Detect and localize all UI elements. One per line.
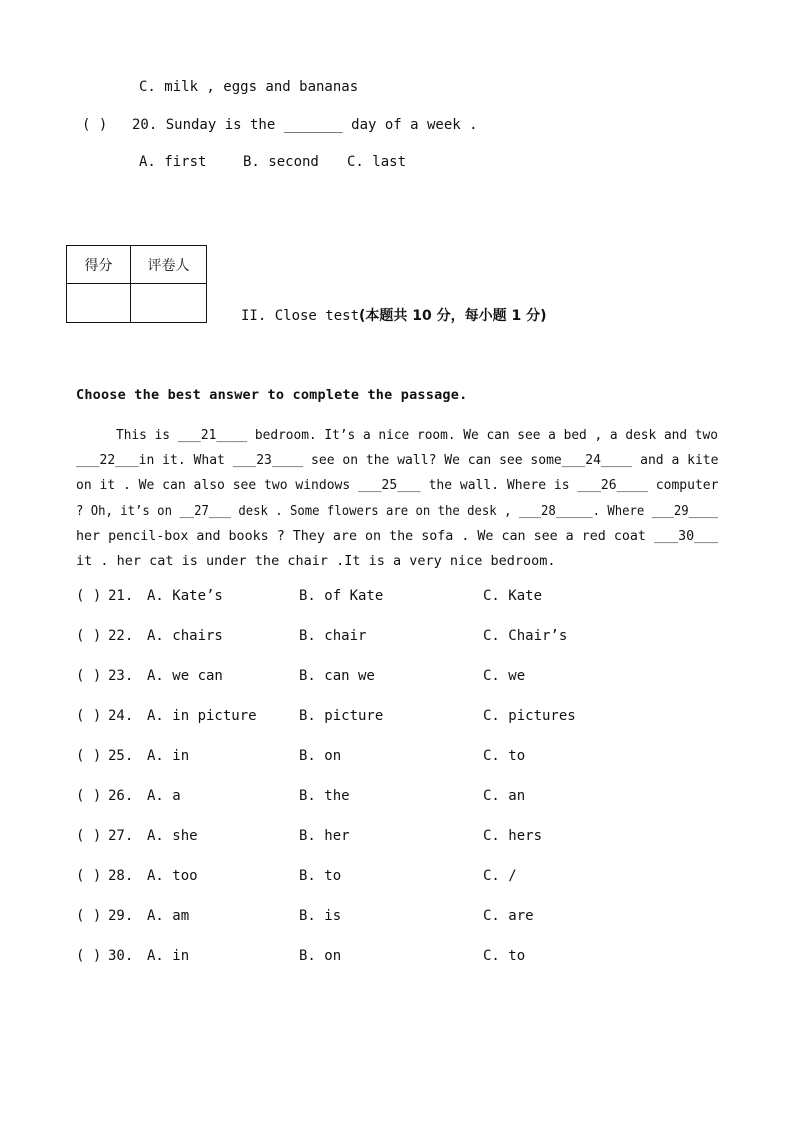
answer-paren[interactable]: ( ) <box>76 868 102 884</box>
q20-option-a: A. first <box>139 154 207 170</box>
passage-line: her pencil-box and books ? They are on the sofa . We can see a red coat ___30___ <box>76 528 719 544</box>
question-number: 23. <box>108 668 134 684</box>
passage-line: ___22___in it. What ___23____ see on the wall? We can see some___24____ and a kite <box>76 452 719 468</box>
question-row <box>0 946 794 966</box>
question-number: 30. <box>108 948 134 964</box>
passage-line: it . her cat is under the chair .It is a very nice bedroom. <box>76 553 556 569</box>
option-a: A. am <box>147 908 190 924</box>
option-b: B. chair <box>299 628 367 644</box>
score-table <box>66 245 207 323</box>
option-c: C. to <box>483 748 526 764</box>
option-a: A. she <box>147 828 198 844</box>
q20-option-b: B. second <box>243 154 319 170</box>
option-b: B. of Kate <box>299 588 384 604</box>
score-header: 得分 <box>67 246 131 284</box>
section-title-cn: (本题共 10 分，每小题 1 分) <box>359 308 547 324</box>
answer-paren[interactable]: ( ) <box>76 788 102 804</box>
answer-paren[interactable]: ( ) <box>76 828 102 844</box>
score-cell[interactable] <box>67 284 131 323</box>
option-a: A. in picture <box>147 708 257 724</box>
option-b: B. is <box>299 908 342 924</box>
question-number: 21. <box>108 588 134 604</box>
option-a: A. Kate’s <box>147 588 223 604</box>
answer-paren[interactable]: ( ) <box>76 748 102 764</box>
question-row <box>0 586 794 606</box>
option-b: B. the <box>299 788 350 804</box>
question-row <box>0 706 794 726</box>
question-row <box>0 826 794 846</box>
question-number: 25. <box>108 748 134 764</box>
section-title-en: II. Close test <box>241 308 360 324</box>
option-a: A. we can <box>147 668 223 684</box>
grader-cell[interactable] <box>131 284 207 323</box>
option-a: A. in <box>147 948 190 964</box>
option-c: C. Kate <box>483 588 543 604</box>
question-number: 24. <box>108 708 134 724</box>
option-a: A. too <box>147 868 198 884</box>
option-a: A. chairs <box>147 628 223 644</box>
passage-line: ? Oh, it’s on __27___ desk . Some flowers are on the desk , ___28_____. Where ___29____ <box>76 503 719 519</box>
grader-header: 评卷人 <box>131 246 207 284</box>
q19-option-c: C. milk , eggs and bananas <box>139 79 359 95</box>
option-a: A. in <box>147 748 190 764</box>
option-c: C. Chair’s <box>483 628 568 644</box>
option-c: C. we <box>483 668 526 684</box>
option-b: B. on <box>299 748 342 764</box>
q20-stem: 20. Sunday is the _______ day of a week . <box>132 117 478 133</box>
question-row <box>0 786 794 806</box>
question-row <box>0 746 794 766</box>
option-c: C. hers <box>483 828 543 844</box>
answer-paren[interactable]: ( ) <box>76 668 102 684</box>
question-number: 27. <box>108 828 134 844</box>
question-number: 22. <box>108 628 134 644</box>
answer-paren[interactable]: ( ) <box>76 908 102 924</box>
question-row <box>0 626 794 646</box>
question-row <box>0 906 794 926</box>
passage-line: on it . We can also see two windows ___25___ the wall. Where is ___26____ computer <box>76 477 719 493</box>
option-b: B. on <box>299 948 342 964</box>
q20-answer-paren[interactable]: ( ) <box>82 117 108 133</box>
question-row <box>0 666 794 686</box>
question-row <box>0 866 794 886</box>
option-c: C. to <box>483 948 526 964</box>
answer-paren[interactable]: ( ) <box>76 708 102 724</box>
q20-option-c: C. last <box>347 154 407 170</box>
option-b: B. can we <box>299 668 375 684</box>
question-number: 26. <box>108 788 134 804</box>
question-number: 29. <box>108 908 134 924</box>
option-a: A. a <box>147 788 181 804</box>
option-c: C. an <box>483 788 526 804</box>
option-c: C. pictures <box>483 708 576 724</box>
option-b: B. picture <box>299 708 384 724</box>
option-c: C. / <box>483 868 517 884</box>
option-b: B. her <box>299 828 350 844</box>
option-b: B. to <box>299 868 342 884</box>
answer-paren[interactable]: ( ) <box>76 628 102 644</box>
passage-line: This is ___21____ bedroom. It’s a nice room. We can see a bed , a desk and two <box>116 427 718 443</box>
instruction: Choose the best answer to complete the passage. <box>76 387 468 403</box>
answer-paren[interactable]: ( ) <box>76 948 102 964</box>
answer-paren[interactable]: ( ) <box>76 588 102 604</box>
option-c: C. are <box>483 908 534 924</box>
question-number: 28. <box>108 868 134 884</box>
section-title <box>241 305 547 325</box>
